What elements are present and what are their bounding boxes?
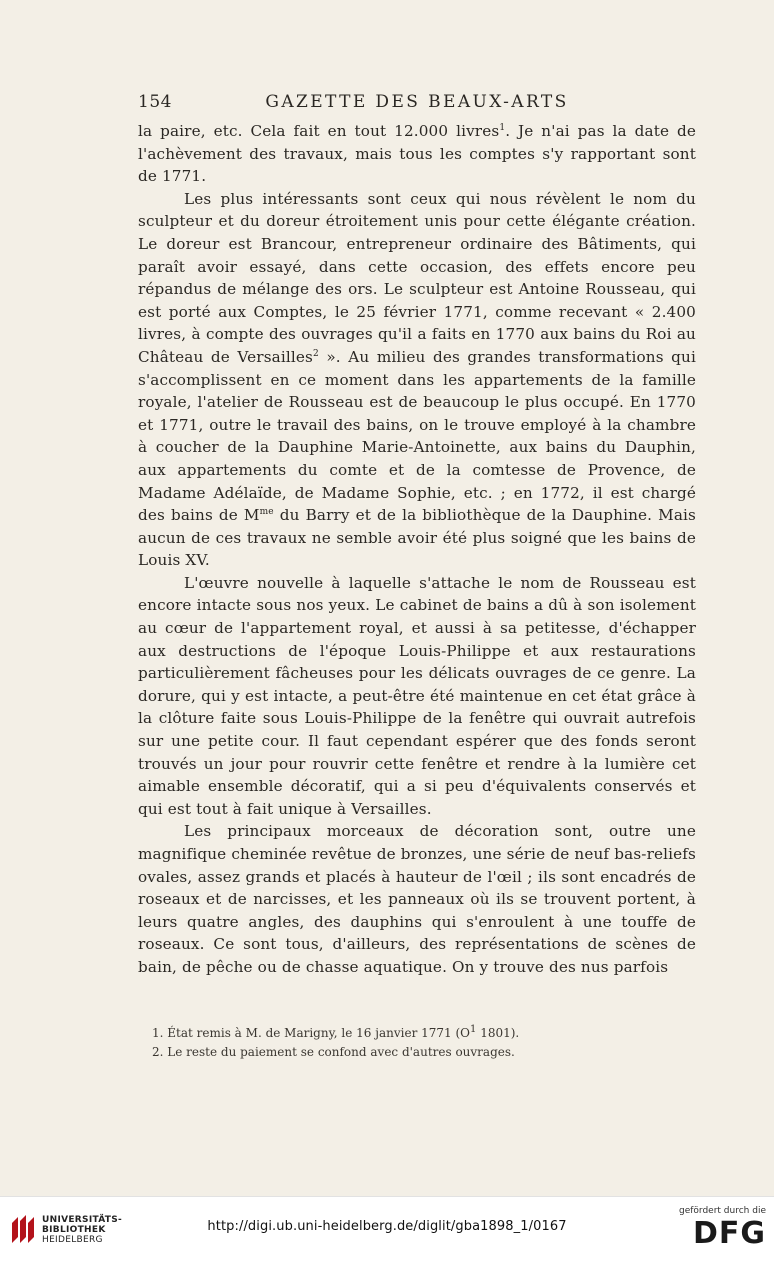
digitization-footer — [0, 1196, 774, 1261]
institution-line: UNIVERSITÄTS- — [42, 1215, 123, 1225]
page-number: 154 — [138, 92, 172, 112]
text-run: Les plus intéressants sont ceux qui nous révèlent le nom du sculpteur et du doreur étroitement unis pour cette élégante création. Le doreur est Brancour, entrepreneur ordinaire des Bâtiments, qui paraît avoir essayé, dans cette occasion, des effets encore peu répandus de mélange des ors. Le sculpteur est Antoine Rousseau, qui est porté aux Comptes, le 25 février 1771, comme recevant « 2.400 livres, à compte des ouvrages qu'il a faits en 1770 aux bains du Roi au Château de Versailles — [138, 189, 696, 366]
paragraph-1 — [138, 120, 696, 188]
journal-title: GAZETTE DES BEAUX-ARTS — [265, 92, 569, 112]
paragraph-4: Les principaux morceaux de décoration sont, outre une magnifique cheminée revêtue de bronzes, une série de neuf bas-reliefs ovales, assez grands et placés à hauteur de l'œil ; ils sont encadrés de roseaux et de narcisses, et les panneaux où ils se trouvent portent, à leurs quatre angles, des dauphins qui s'enroulent à une touffe de roseaux. Ce sont tous, d'ailleurs, des représentations de scènes de bain, de pêche ou de chasse aquatique. On y trouve des nus parfois — [138, 822, 696, 976]
superscript-me: me — [259, 507, 274, 518]
footnote-1 — [138, 1020, 696, 1043]
institution-line: HEIDELBERG — [42, 1235, 103, 1245]
footnote-ref-1: 1 — [499, 122, 506, 133]
text-run: la paire, etc. Cela fait en tout 12.000 livres — [138, 122, 500, 140]
footnote-text: 1801). — [476, 1026, 520, 1040]
footnotes — [138, 1020, 696, 1062]
funder-note: gefördert durch die — [679, 1206, 766, 1216]
footnote-text: État remis à M. de Marigny, le 16 janvier 1771 (O — [167, 1026, 470, 1040]
text-run: du Barry et de la bibliothèque de la Dauphine. Mais aucun de ces travaux ne semble avoir été plus soigné que les bains de Louis XV. — [138, 506, 696, 570]
running-head — [138, 88, 696, 118]
footnote-ref-2: 2 — [312, 348, 319, 359]
footnote-number: 2. — [152, 1045, 164, 1059]
footnote-text: Le reste du paiement se confond avec d'autres ouvrages. — [167, 1045, 515, 1059]
institution-line: BIBLIOTHEK — [42, 1225, 106, 1235]
source-url-link[interactable]: http://digi.ub.uni-heidelberg.de/diglit/gba1898_1/0167 — [207, 1219, 567, 1234]
funder-block — [676, 1205, 766, 1251]
footnote-superscript: 1 — [470, 1024, 477, 1035]
article-body — [138, 120, 696, 979]
footnote-number: 1. — [152, 1026, 164, 1040]
footnote-2 — [138, 1043, 696, 1062]
paragraph-3: L'œuvre nouvelle à laquelle s'attache le nom de Rousseau est encore intacte sous nos yeux. Le cabinet de bains a dû à son isolement au cœur de l'appartement royal, et aussi à sa petitesse, d'échapper aux destructions de l'époque Louis-Philippe et aux restaurations particulièrement fâcheuses pour les délicats ouvrages de ce genre. La dorure, qui y est intacte, a peut-être été maintenue en cet état grâce à la clôture faite sous Louis-Philippe de la fenêtre qui ouvrait autrefois sur une petite cour. Il faut cependant espérer que des fonds seront trouvés un jour pour rouvrir cette fenêtre et rendre à la lumière cet aimable ensemble décoratif, qui a si peu d'équivalents conservés et qui est tout à fait unique à Versailles. — [138, 573, 696, 818]
text-run: ». Au milieu des grandes transformations qui s'accomplissent en ce moment dans les appartements de la famille royale, l'atelier de Rousseau est de beaucoup le plus occupé. En 1770 et 1771, outre le travail des bains, on le trouve employé à la chambre à coucher de la Dauphine Marie-Antoinette, aux bains du Dauphin, aux appartements du comte et de la comtesse de Provence, de Madame Adélaïde, de Madame Sophie, etc. ; en 1772, il est chargé des bains de M — [138, 347, 696, 525]
text-run: . Je n'ai pas la date de l'achèvement des travaux, mais tous les comptes s'y rapportant sont de 1771. — [138, 122, 696, 186]
dfg-logo: DFG — [692, 1216, 766, 1251]
paragraph-2 — [138, 188, 696, 572]
